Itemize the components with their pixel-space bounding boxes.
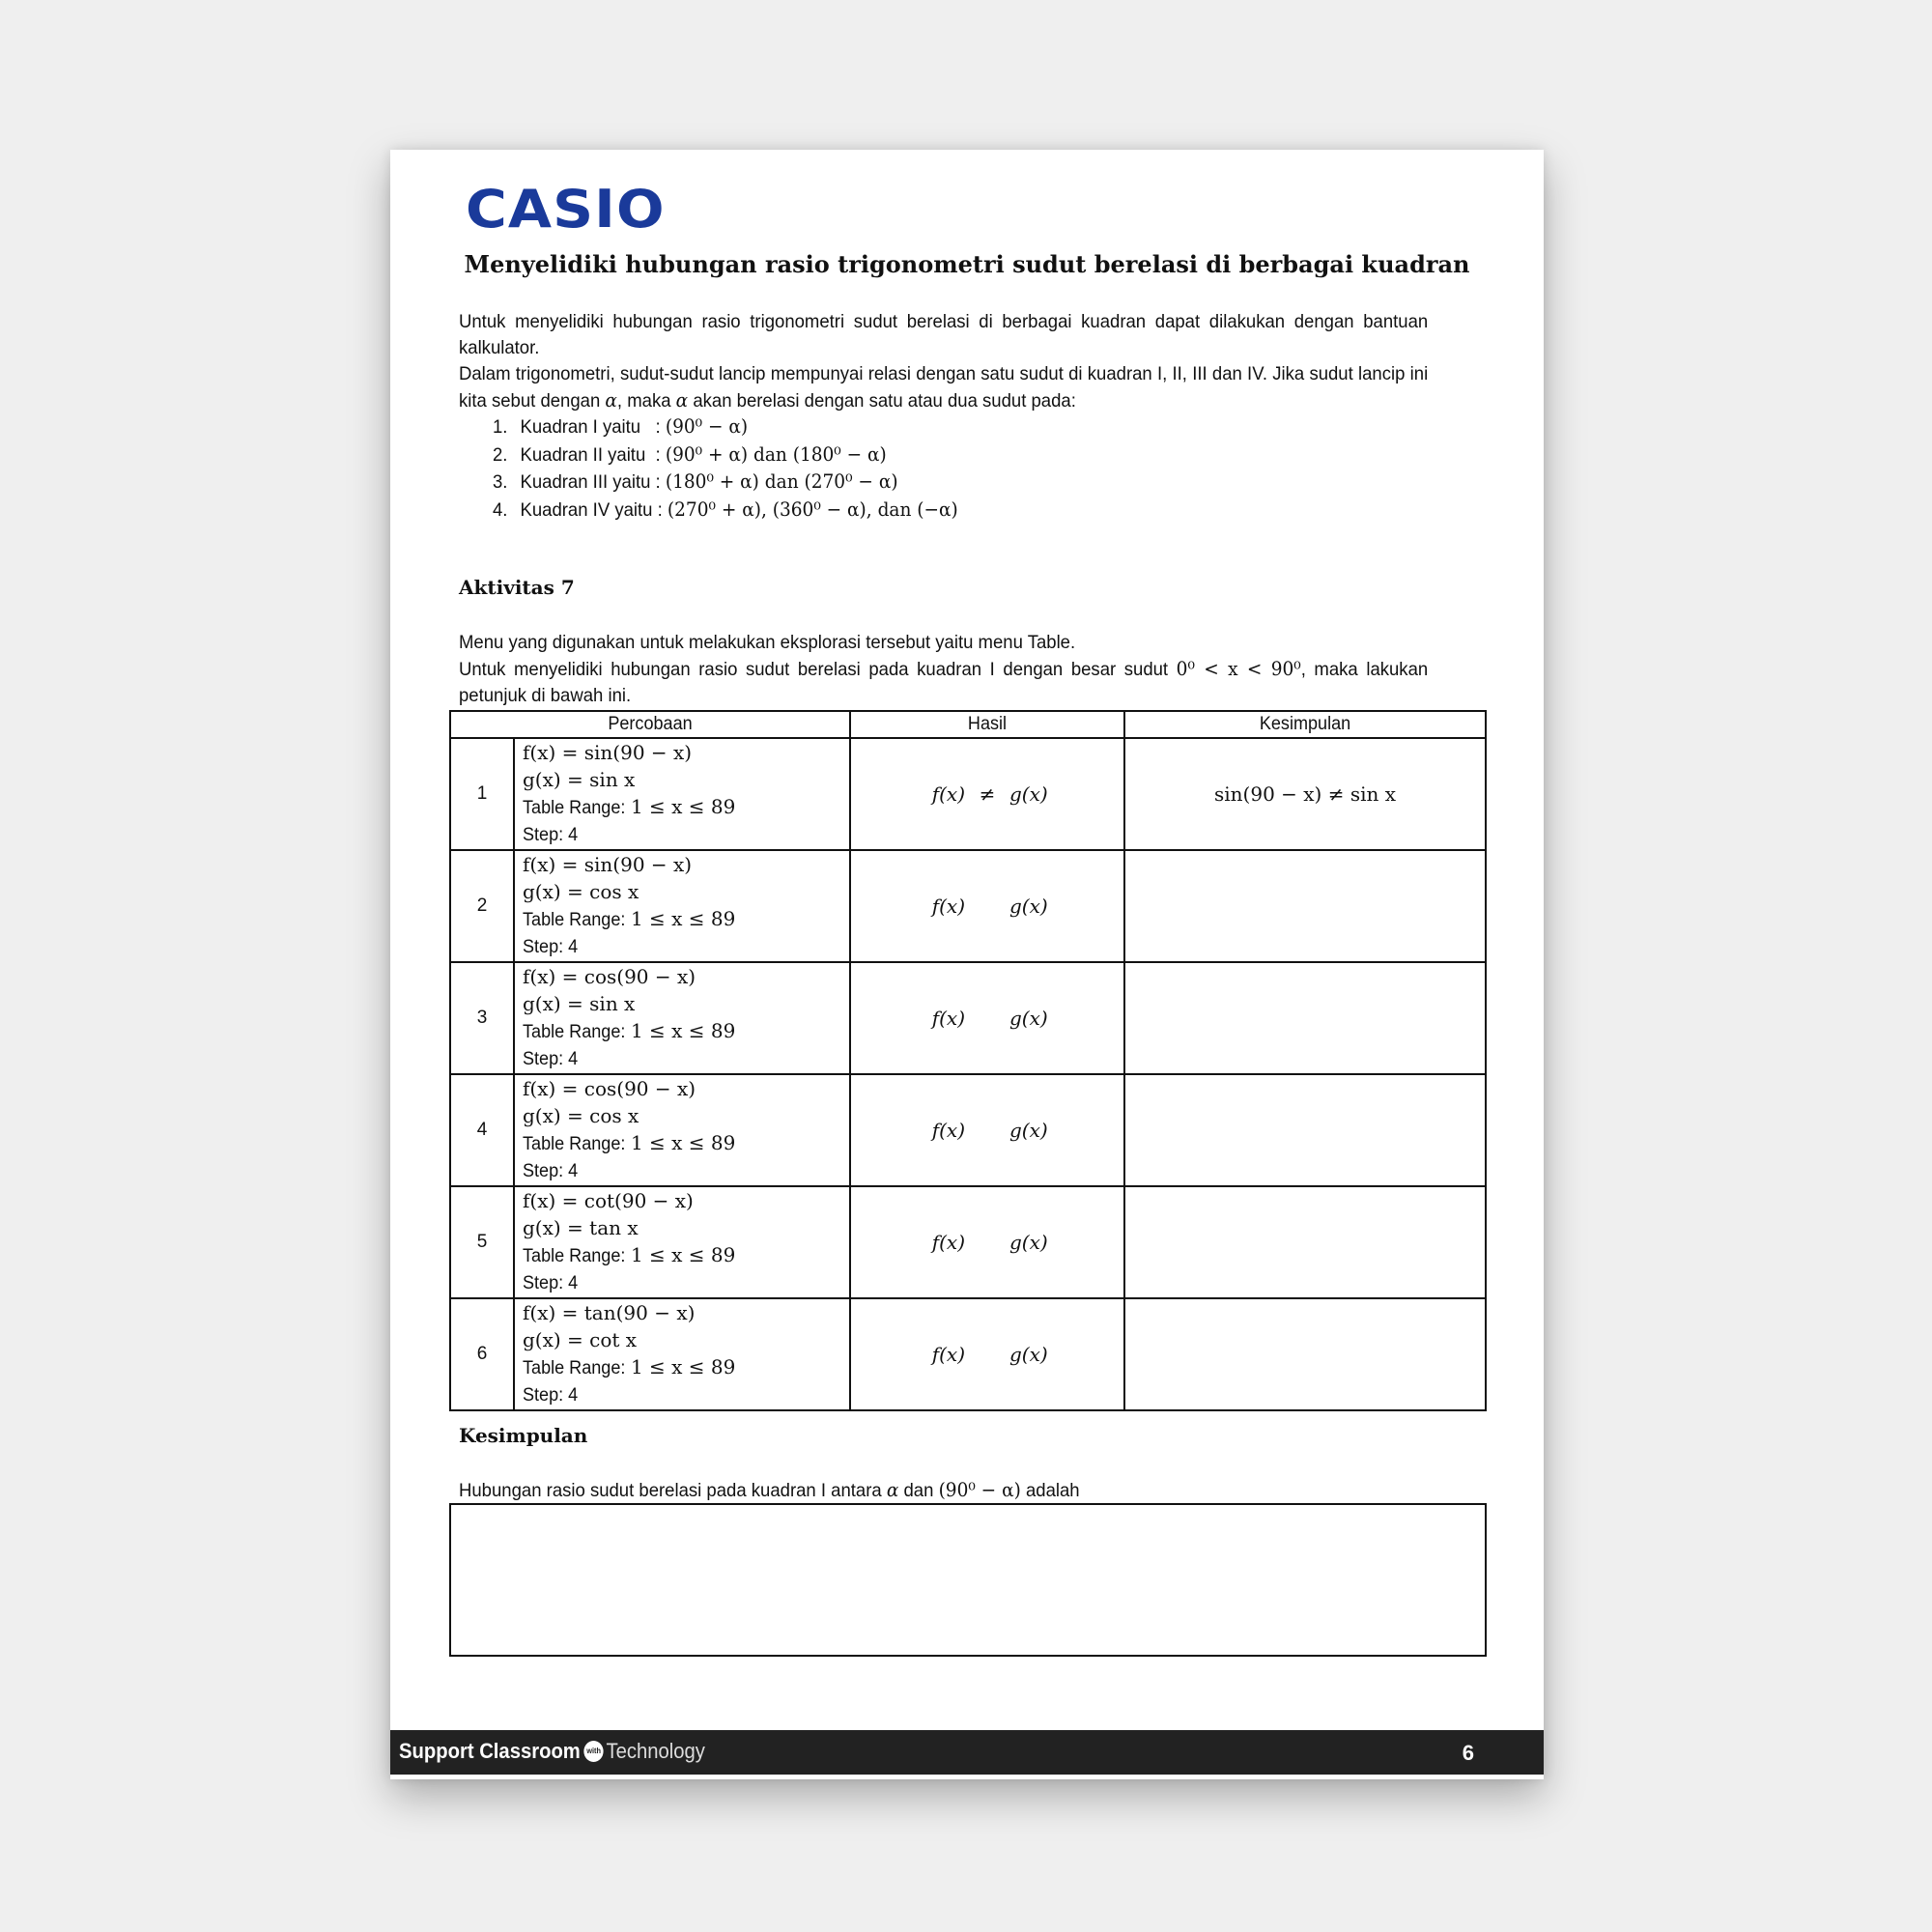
footer-brand [399, 1739, 705, 1764]
answer-box[interactable] [449, 1503, 1487, 1657]
quadrant-list [493, 413, 958, 524]
table-row [450, 850, 1486, 962]
result-cell[interactable] [850, 1186, 1124, 1298]
conclusion-cell[interactable] [1124, 850, 1486, 962]
result-f: f(x) [931, 1230, 965, 1254]
g-definition: g(x) = cos x [523, 1104, 639, 1127]
experiment-cell [514, 1298, 850, 1410]
angle-range: 0⁰ < x < 90⁰ [1176, 658, 1301, 680]
result-cell[interactable] [850, 738, 1124, 850]
g-definition: g(x) = tan x [523, 1216, 639, 1239]
row-number: 5 [450, 1186, 514, 1298]
row-number: 2 [450, 850, 514, 962]
g-definition: g(x) = cos x [523, 880, 639, 903]
g-definition: g(x) = sin x [523, 768, 636, 791]
header-kesimpulan: Kesimpulan [1133, 711, 1476, 738]
step-value: Step: 4 [523, 825, 579, 845]
header-hasil: Hasil [857, 711, 1118, 738]
experiment-table [449, 710, 1487, 1411]
conclusion-heading: Kesimpulan [459, 1424, 588, 1447]
list-item: 3. Kuadran III yaitu : (180⁰ + α) dan (270⁰ − α) [493, 470, 898, 493]
table-range: Table Range:1 ≤ x ≤ 89 [523, 1243, 736, 1266]
experiment-cell [514, 1186, 850, 1298]
result-cell[interactable] [850, 1074, 1124, 1186]
document-page [390, 150, 1544, 1779]
result-f: f(x) [931, 1006, 965, 1030]
result-g: g(x) [1009, 781, 1048, 806]
casio-logo: CASIO [466, 179, 666, 240]
activity-line-1: Menu yang digunakan untuk melakukan eksplorasi tersebut yaitu menu Table. [459, 632, 1076, 653]
f-definition: f(x) = cos(90 − x) [523, 1077, 696, 1100]
footer-bar [390, 1730, 1544, 1775]
alpha-symbol: α [675, 389, 689, 412]
list-item: 1. Kuadran I yaitu : (90⁰ − α) [493, 415, 749, 438]
page-number: 6 [1462, 1741, 1474, 1765]
table-range: Table Range:1 ≤ x ≤ 89 [523, 1131, 736, 1154]
activity-line-2a: Untuk menyelidiki hubungan rasio sudut berelasi pada kuadran I dengan besar sudut [459, 659, 1177, 680]
table-row [450, 1186, 1486, 1298]
table-header-row [450, 711, 1486, 738]
f-definition: f(x) = cot(90 − x) [523, 1189, 694, 1212]
experiment-cell [514, 1074, 850, 1186]
step-value: Step: 4 [523, 1161, 579, 1181]
activity-line-2b: , maka lakukan petunjuk di bawah ini. [459, 659, 1429, 706]
table-row [450, 1298, 1486, 1410]
intro-text-2b: , maka [616, 390, 676, 412]
conclusion-cell[interactable] [1124, 1074, 1486, 1186]
result-g: g(x) [1009, 1342, 1048, 1366]
f-definition: f(x) = sin(90 − x) [523, 853, 693, 876]
f-definition: f(x) = tan(90 − x) [523, 1301, 696, 1324]
table-row [450, 1074, 1486, 1186]
result-g: g(x) [1009, 1006, 1048, 1030]
table-range: Table Range:1 ≤ x ≤ 89 [523, 907, 736, 930]
g-definition: g(x) = sin x [523, 992, 636, 1015]
row-number: 1 [450, 738, 514, 850]
activity-paragraph [459, 630, 1428, 709]
table-range: Table Range:1 ≤ x ≤ 89 [523, 795, 736, 818]
step-value: Step: 4 [523, 937, 579, 957]
list-item: 2. Kuadran II yaitu : (90⁰ + α) dan (180⁰ − α) [493, 442, 887, 466]
experiment-cell [514, 962, 850, 1074]
result-operator[interactable]: ≠ [979, 781, 996, 806]
page-title: Menyelidiki hubungan rasio trigonometri sudut berelasi di berbagai kuadran [464, 250, 1470, 278]
result-g: g(x) [1009, 1230, 1048, 1254]
activity-heading: Aktivitas 7 [459, 576, 575, 599]
result-cell[interactable] [850, 962, 1124, 1074]
step-value: Step: 4 [523, 1385, 579, 1406]
result-f: f(x) [931, 894, 965, 918]
intro-text-2a: Dalam trigonometri, sudut-sudut lancip mempunyai relasi dengan satu sudut di kuadran I, II, III dan IV. Jika sudut lancip ini kita sebut dengan [459, 363, 1429, 412]
table-range: Table Range:1 ≤ x ≤ 89 [523, 1019, 736, 1042]
intro-text-2c: akan berelasi dengan satu atau dua sudut pada: [688, 390, 1076, 412]
result-f: f(x) [931, 1118, 965, 1142]
result-cell[interactable] [850, 850, 1124, 962]
conclusion-cell[interactable] [1124, 1298, 1486, 1410]
brand-support-classroom: Support Classroom [399, 1739, 581, 1763]
result-f: f(x) [931, 781, 965, 806]
table-range: Table Range:1 ≤ x ≤ 89 [523, 1355, 736, 1378]
header-percobaan: Percobaan [460, 711, 839, 738]
list-item: 4. Kuadran IV yaitu : (270⁰ + α), (360⁰ − α), dan (−α) [493, 497, 958, 521]
step-value: Step: 4 [523, 1049, 579, 1069]
step-value: Step: 4 [523, 1273, 579, 1293]
with-badge-icon: with [583, 1741, 603, 1762]
result-f: f(x) [931, 1342, 965, 1366]
row-number: 6 [450, 1298, 514, 1410]
table-row [450, 738, 1486, 850]
intro-paragraph [459, 309, 1428, 414]
result-g: g(x) [1009, 1118, 1048, 1142]
table-row [450, 962, 1486, 1074]
row-number: 3 [450, 962, 514, 1074]
conclusion-cell[interactable]: sin(90 − x) ≠ sin x [1124, 738, 1486, 850]
brand-technology: Technology [606, 1739, 705, 1763]
alpha-symbol: α [605, 389, 617, 412]
intro-text-1: Untuk menyelidiki hubungan rasio trigonometri sudut berelasi di berbagai kuadran dapat dilakukan dengan bantuan kalkulator. [459, 311, 1429, 358]
f-definition: f(x) = cos(90 − x) [523, 965, 696, 988]
result-g: g(x) [1009, 894, 1048, 918]
g-definition: g(x) = cot x [523, 1328, 638, 1351]
f-definition: f(x) = sin(90 − x) [523, 741, 693, 764]
row-number: 4 [450, 1074, 514, 1186]
conclusion-prompt: Hubungan rasio sudut berelasi pada kuadran I antara α dan (90⁰ − α) adalah [459, 1479, 1080, 1501]
experiment-cell [514, 850, 850, 962]
conclusion-cell[interactable] [1124, 962, 1486, 1074]
experiment-cell [514, 738, 850, 850]
conclusion-cell[interactable] [1124, 1186, 1486, 1298]
result-cell[interactable] [850, 1298, 1124, 1410]
